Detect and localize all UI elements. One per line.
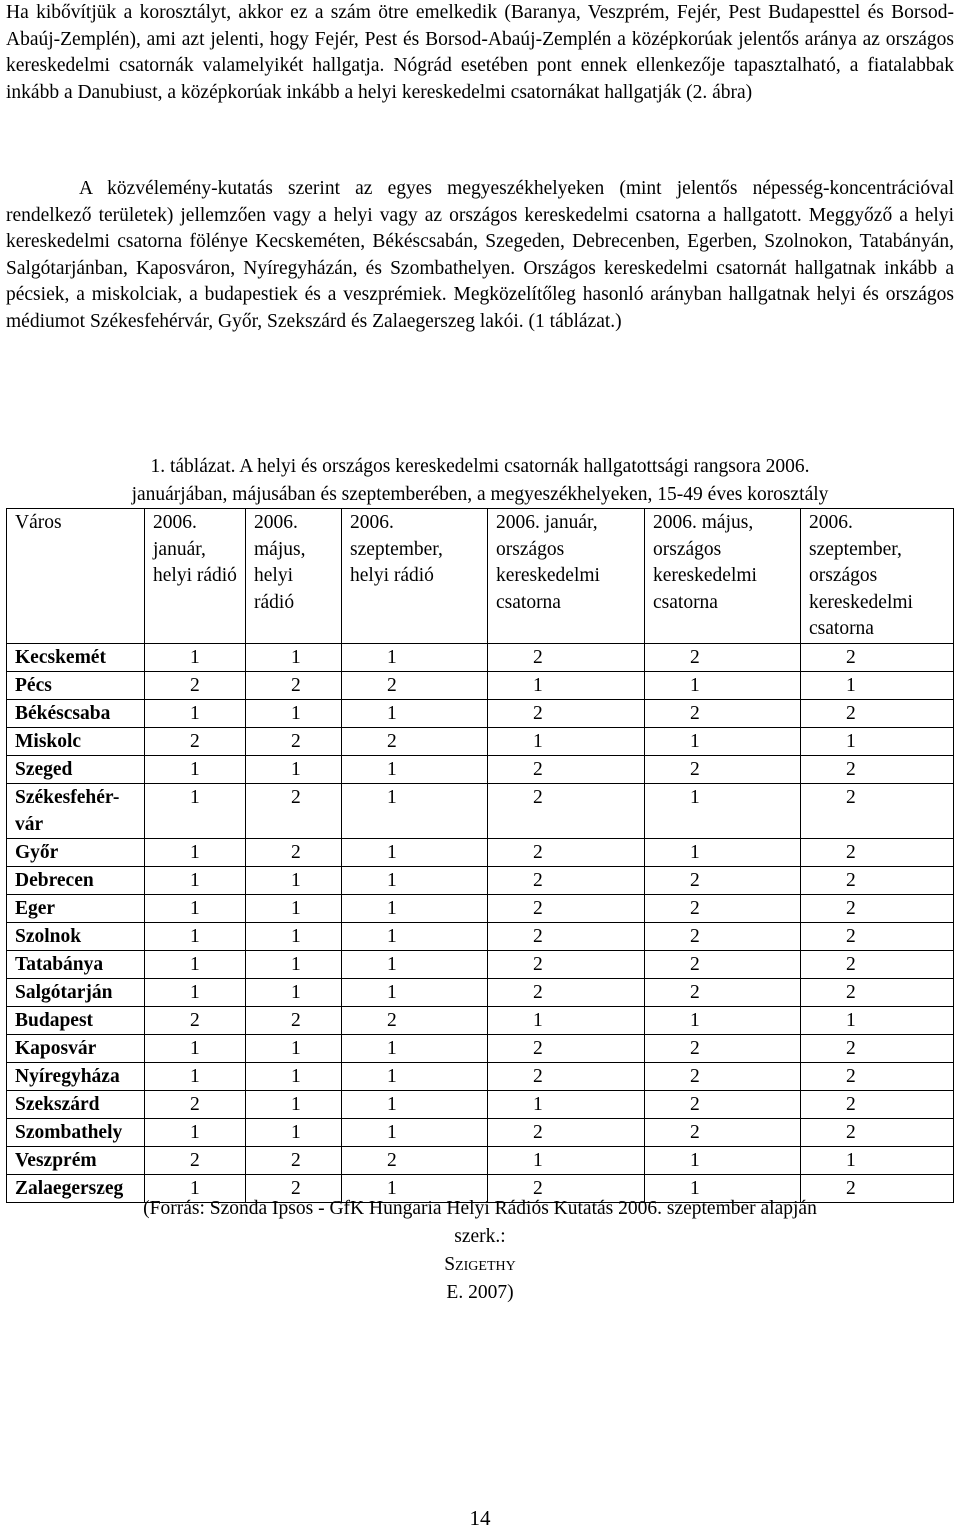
rank-cell: 1 — [342, 894, 488, 922]
column-header: 2006. szeptember, országos kereskedelmi csatorna — [801, 509, 954, 644]
rank-cell: 1 — [246, 866, 342, 894]
rank-cell: 2 — [488, 699, 645, 727]
rank-cell: 1 — [145, 1118, 246, 1146]
rank-cell: 1 — [246, 950, 342, 978]
rank-cell: 2 — [488, 783, 645, 838]
rank-cell: 1 — [246, 978, 342, 1006]
rank-cell: 2 — [246, 671, 342, 699]
rank-cell: 1 — [342, 1090, 488, 1118]
column-header: 2006. május, helyi rádió — [246, 509, 342, 644]
rank-cell: 1 — [145, 894, 246, 922]
rank-cell: 2 — [645, 1062, 801, 1090]
table-row — [7, 838, 954, 866]
rank-cell: 2 — [801, 894, 954, 922]
city-cell: Kaposvár — [7, 1034, 145, 1062]
rank-cell: 2 — [246, 838, 342, 866]
rank-cell: 2 — [488, 838, 645, 866]
rank-cell: 2 — [645, 1090, 801, 1118]
rank-cell: 2 — [145, 1006, 246, 1034]
city-cell: Miskolc — [7, 727, 145, 755]
rank-cell: 1 — [342, 755, 488, 783]
rank-cell: 1 — [145, 755, 246, 783]
table-row — [7, 922, 954, 950]
body-paragraph: Ha kibővítjük a korosztályt, akkor ez a szám ötre emelkedik (Baranya, Veszprém, Fejér, Pest Budapesttel és Borsod-Abaúj-Zemplén), ami azt jelenti, hogy Fejér, Pest és Borsod-Abaúj-Zemplén a középkorúak jelentős aránya az országos kereskedelmi csatornák valamelyikét hallgatja. Nógrád esetében pont ennek ellenkezője tapasztalható, a fiatalabbak inkább a Danubiust, a középkorúak inkább a helyi kereskedelmi csatornákat hallgatják (2. ábra) — [6, 2, 954, 103]
rank-cell: 1 — [488, 671, 645, 699]
rank-cell: 1 — [342, 1062, 488, 1090]
rank-cell: 1 — [342, 699, 488, 727]
table-row — [7, 699, 954, 727]
city-cell: Budapest — [7, 1006, 145, 1034]
table-row — [7, 1118, 954, 1146]
table-row — [7, 755, 954, 783]
page-number: 14 — [469, 1506, 491, 1530]
rank-cell: 1 — [342, 783, 488, 838]
rank-cell: 1 — [145, 922, 246, 950]
rank-cell: 2 — [342, 1146, 488, 1174]
city-cell: Békéscsaba — [7, 699, 145, 727]
table-row — [7, 1006, 954, 1034]
source-prefix: szerk.: — [454, 1226, 506, 1247]
table-row — [7, 894, 954, 922]
rank-cell: 2 — [246, 727, 342, 755]
rank-cell: 2 — [645, 1118, 801, 1146]
rank-cell: 2 — [246, 1006, 342, 1034]
table-body — [7, 643, 954, 1202]
table-row — [7, 1146, 954, 1174]
rank-cell: 1 — [145, 978, 246, 1006]
rank-cell: 1 — [246, 1062, 342, 1090]
rank-cell: 1 — [645, 783, 801, 838]
rank-cell: 1 — [246, 643, 342, 671]
table-caption-line: 1. táblázat. A helyi és országos kereskedelmi csatornák hallgatottsági rangsora 2006. — [150, 456, 810, 477]
source-suffix: E. 2007) — [446, 1282, 514, 1303]
rank-cell: 1 — [645, 838, 801, 866]
table-row — [7, 1090, 954, 1118]
city-cell: Győr — [7, 838, 145, 866]
city-cell: Salgótarján — [7, 978, 145, 1006]
rank-cell: 2 — [645, 755, 801, 783]
rank-cell: 2 — [246, 783, 342, 838]
rank-cell: 2 — [801, 1034, 954, 1062]
rank-cell: 2 — [801, 1118, 954, 1146]
rank-cell: 1 — [801, 727, 954, 755]
rank-cell: 2 — [145, 671, 246, 699]
rank-cell: 2 — [488, 950, 645, 978]
rank-cell: 1 — [246, 1118, 342, 1146]
city-cell: Pécs — [7, 671, 145, 699]
table-row — [7, 1062, 954, 1090]
rank-cell: 2 — [488, 894, 645, 922]
city-cell: Debrecen — [7, 866, 145, 894]
city-cell: Szombathely — [7, 1118, 145, 1146]
rank-cell: 1 — [645, 727, 801, 755]
rank-cell: 1 — [488, 1146, 645, 1174]
rank-cell: 1 — [246, 755, 342, 783]
table-row — [7, 866, 954, 894]
rank-cell: 2 — [488, 755, 645, 783]
table-header-row — [7, 509, 954, 644]
city-cell: Szeged — [7, 755, 145, 783]
city-cell: Kecskemét — [7, 643, 145, 671]
rank-cell: 2 — [488, 922, 645, 950]
rank-cell: 2 — [488, 866, 645, 894]
rank-cell: 2 — [801, 1174, 954, 1202]
column-header: 2006. május, országos kereskedelmi csatorna — [645, 509, 801, 644]
rank-cell: 2 — [801, 1062, 954, 1090]
rank-cell: 1 — [145, 1062, 246, 1090]
table-caption — [0, 453, 960, 509]
rank-cell: 1 — [801, 1146, 954, 1174]
rank-cell: 2 — [801, 922, 954, 950]
rank-cell: 1 — [801, 671, 954, 699]
table-row — [7, 978, 954, 1006]
rank-cell: 1 — [246, 894, 342, 922]
rank-cell: 1 — [145, 699, 246, 727]
rank-cell: 2 — [645, 922, 801, 950]
rank-cell: 2 — [342, 727, 488, 755]
city-cell: Székesfehér-vár — [7, 783, 145, 838]
rank-cell: 2 — [145, 1090, 246, 1118]
rank-cell: 1 — [145, 1174, 246, 1202]
city-cell: Szekszárd — [7, 1090, 145, 1118]
source-author: Szigethy — [444, 1254, 516, 1275]
rank-cell: 1 — [342, 643, 488, 671]
rank-cell: 2 — [645, 978, 801, 1006]
city-cell: Zalaegerszeg — [7, 1174, 145, 1202]
rank-cell: 2 — [645, 1034, 801, 1062]
rank-cell: 1 — [145, 838, 246, 866]
rank-cell: 2 — [488, 1034, 645, 1062]
rank-cell: 1 — [488, 1006, 645, 1034]
rank-cell: 1 — [342, 950, 488, 978]
rank-cell: 1 — [145, 1034, 246, 1062]
city-cell: Tatabánya — [7, 950, 145, 978]
rank-cell: 2 — [342, 1006, 488, 1034]
table-row — [7, 727, 954, 755]
rank-cell: 2 — [342, 671, 488, 699]
table-row — [7, 643, 954, 671]
rank-cell: 2 — [801, 1090, 954, 1118]
rank-cell: 2 — [801, 643, 954, 671]
rank-cell: 2 — [488, 1174, 645, 1202]
rank-cell: 1 — [342, 1174, 488, 1202]
rank-cell: 2 — [645, 699, 801, 727]
rank-cell: 2 — [145, 727, 246, 755]
rank-cell: 2 — [801, 838, 954, 866]
rank-cell: 1 — [246, 699, 342, 727]
rank-cell: 1 — [145, 950, 246, 978]
column-header: 2006. szeptember, helyi rádió — [342, 509, 488, 644]
rank-cell: 1 — [145, 783, 246, 838]
rank-cell: 1 — [342, 1034, 488, 1062]
rank-cell: 2 — [246, 1146, 342, 1174]
column-header-city: Város — [7, 509, 145, 644]
rank-cell: 2 — [801, 755, 954, 783]
rank-cell: 2 — [488, 978, 645, 1006]
rank-cell: 2 — [645, 950, 801, 978]
source-line: (Forrás: Szonda Ipsos - GfK Hungaria Helyi Rádiós Kutatás 2006. szeptember alapján — [143, 1198, 817, 1219]
rank-cell: 1 — [342, 922, 488, 950]
rank-cell: 2 — [246, 1174, 342, 1202]
city-cell: Szolnok — [7, 922, 145, 950]
city-cell: Nyíregyháza — [7, 1062, 145, 1090]
rank-cell: 2 — [801, 978, 954, 1006]
table-row — [7, 950, 954, 978]
rank-cell: 1 — [488, 727, 645, 755]
rank-cell: 2 — [488, 1118, 645, 1146]
rank-cell: 1 — [342, 978, 488, 1006]
rank-cell: 2 — [645, 643, 801, 671]
table-row — [7, 1034, 954, 1062]
rank-cell: 2 — [801, 783, 954, 838]
rank-cell: 2 — [488, 1062, 645, 1090]
ranking-table — [6, 508, 954, 1203]
rank-cell: 2 — [145, 1146, 246, 1174]
rank-cell: 1 — [645, 1006, 801, 1034]
rank-cell: 1 — [246, 922, 342, 950]
column-header: 2006. január, országos kereskedelmi csatorna — [488, 509, 645, 644]
rank-cell: 2 — [801, 699, 954, 727]
rank-cell: 1 — [342, 1118, 488, 1146]
rank-cell: 1 — [645, 1146, 801, 1174]
rank-cell: 1 — [645, 1174, 801, 1202]
city-cell: Eger — [7, 894, 145, 922]
rank-cell: 1 — [145, 643, 246, 671]
table-row — [7, 783, 954, 838]
rank-cell: 1 — [801, 1006, 954, 1034]
rank-cell: 1 — [342, 838, 488, 866]
rank-cell: 1 — [342, 866, 488, 894]
rank-cell: 1 — [246, 1034, 342, 1062]
rank-cell: 2 — [801, 950, 954, 978]
rank-cell: 2 — [645, 866, 801, 894]
city-cell: Veszprém — [7, 1146, 145, 1174]
rank-cell: 1 — [645, 671, 801, 699]
rank-cell: 1 — [246, 1090, 342, 1118]
rank-cell: 1 — [145, 866, 246, 894]
source-line — [0, 1223, 960, 1307]
column-header: 2006. január, helyi rádió — [145, 509, 246, 644]
body-paragraph: A közvélemény-kutatás szerint az egyes megyeszékhelyeken (mint jelentős népesség-koncentrációval rendelkező területek) jellemzően vagy a helyi vagy az országos kereskedelmi csatorna a hallgatott. Meggyőző a helyi kereskedelmi csatorna fölénye Kecskeméten, Békéscsabán, Szegeden, Debrecenben, Egerben, Szolnokon, Tatabányán, Salgótarjánban, Kaposváron, Nyíregyházán, és Szombathelyen. Országos kereskedelmi csatornát hallgatnak inkább a pécsiek, a miskolciak, a budapestiek és a veszprémiek. Megközelítőleg hasonló arányban hallgatnak helyi és országos médiumot Székesfehérvár, Győr, Szekszárd és Zalaegerszeg lakói. (1 táblázat.) — [6, 178, 954, 332]
rank-cell: 2 — [645, 894, 801, 922]
rank-cell: 2 — [801, 866, 954, 894]
table-caption-line: januárjában, májusában és szeptemberében, a megyeszékhelyeken, 15-49 éves korosztály — [131, 484, 829, 505]
rank-cell: 2 — [488, 643, 645, 671]
table-row — [7, 671, 954, 699]
source-note — [0, 1195, 960, 1307]
rank-cell: 1 — [488, 1090, 645, 1118]
